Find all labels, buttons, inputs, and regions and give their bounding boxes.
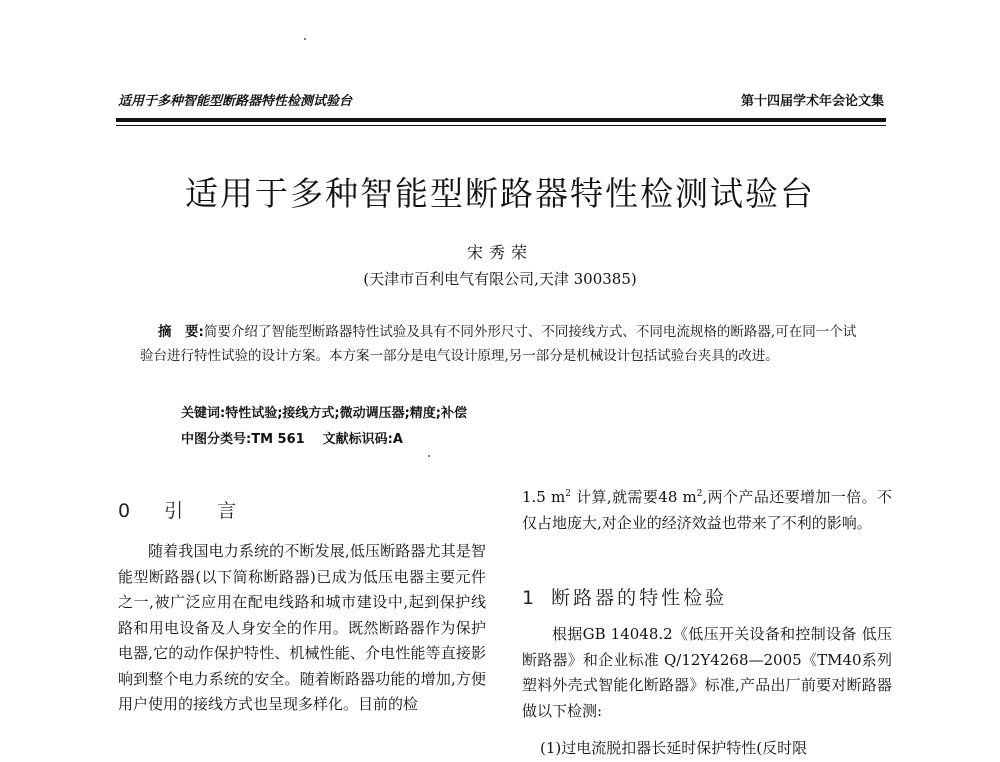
superscript: 2 <box>696 489 703 499</box>
keywords: 关键词:特性试验;接线方式;微动调压器;精度;补偿 <box>181 406 467 421</box>
author-name: 宋秀荣 <box>466 243 533 262</box>
right-column-paragraph-continued <box>522 482 892 536</box>
header-rule-thick <box>116 118 886 122</box>
abstract <box>140 320 865 368</box>
paper-title: 适用于多种智能型断路器特性检测试验台 <box>185 174 815 213</box>
section-0-heading: 0 引 言 <box>118 500 251 522</box>
author-affiliation: (天津市百利电气有限公司,天津 300385) <box>363 270 637 288</box>
running-header-title: 适用于多种智能型断路器特性检测试验台 <box>118 94 353 109</box>
section-1-number: 1 <box>522 587 538 609</box>
section-1-title: 断路器的特性检验 <box>551 587 728 609</box>
scan-speck <box>428 455 430 457</box>
section-1-paragraph: 根据GB 14048.2《低压开关设备和控制设备 低压断路器》和企业标准 Q/12Y4268—2005《TM40系列塑料外壳式智能化断路器》标准,产品出厂前要对断路器做以下检测: <box>522 625 892 720</box>
text-run: 计算,就需要48 m <box>570 488 697 506</box>
text-run: ,两个产品还要增加一倍。不仅占地庞大,对企业的经济效益也带来了不利的影响。 <box>522 488 892 532</box>
section-0-paragraph: 随着我国电力系统的不断发展,低压断路器尤其是智能型断路器(以下简称断路器)已成为低压电器主要元件之一,被广泛应用在配电线路和城市建设中,起到保护线路和用电设备及人身安全的作用。既然断路器作为保护电器,它的动作保护特性、机械性能、介电性能等直接影响到整个电力系统的安全。随着断路器功能的增加,方便用户使用的接线方式也呈现多样化。目前的检 <box>118 542 486 713</box>
text-run: 1.5 m <box>522 488 566 506</box>
clc-number: 中图分类号:TM 561 <box>181 432 305 447</box>
scan-speck <box>304 38 306 40</box>
section-1-list-item: (1)过电流脱扣器长延时保护特性(反时限 <box>540 739 808 757</box>
abstract-label: 摘 要: <box>158 324 204 340</box>
classification-line <box>181 428 403 447</box>
header-rule-thin <box>116 125 886 126</box>
running-header-proceedings: 第十四届学术年会论文集 <box>740 94 884 109</box>
document-code: 文献标识码:A <box>322 432 403 447</box>
superscript: 2 <box>565 489 571 499</box>
abstract-text: 简要介绍了智能型断路器特性试验及具有不同外形尺寸、不同接线方式、不同电流规格的断路器,可在同一个试验台进行特性试验的设计方案。本方案一部分是电气设计原理,另一部分是机械设计包括试验台夹具的改进。 <box>140 324 857 364</box>
section-1-heading <box>522 583 727 610</box>
